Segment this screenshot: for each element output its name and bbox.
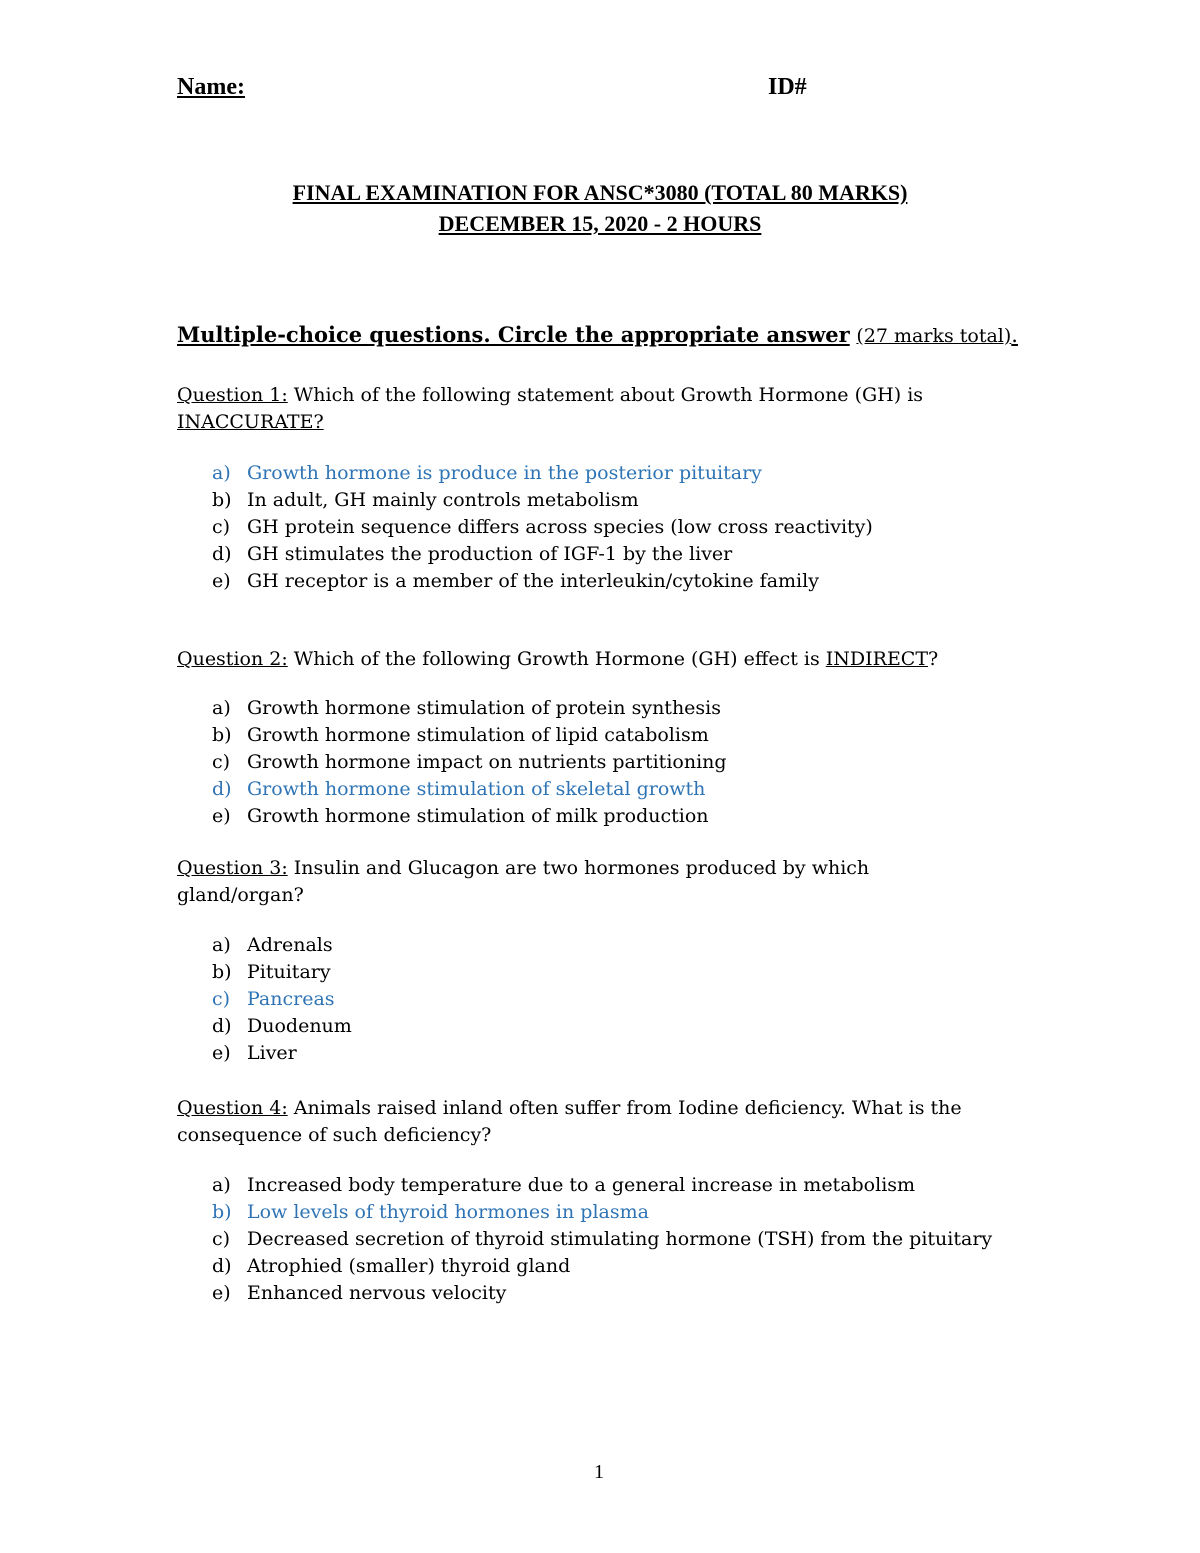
option-text: In adult, GH mainly controls metabolism <box>247 489 639 511</box>
option-letter: e) <box>212 805 231 827</box>
option-letter: c) <box>212 751 231 773</box>
question-text-end: ? <box>928 648 939 670</box>
question-label: Question 2: <box>177 648 288 670</box>
option-letter: d) <box>212 778 232 800</box>
option-letter: d) <box>212 1255 232 1277</box>
option-letter: c) <box>212 516 231 538</box>
option-letter: c) <box>212 988 231 1010</box>
answer-option[interactable] <box>0 722 1200 749</box>
answer-option[interactable] <box>0 514 1200 541</box>
option-text: Pituitary <box>247 961 331 983</box>
option-text: Growth hormone stimulation of protein synthesis <box>247 697 721 719</box>
answer-option[interactable] <box>0 460 1200 487</box>
question-3-stem-line2: gland/organ? <box>177 884 304 906</box>
option-letter: a) <box>212 934 231 956</box>
answer-option[interactable] <box>0 487 1200 514</box>
option-letter: a) <box>212 462 231 484</box>
section-heading-text: Multiple-choice questions. Circle the appropriate answer <box>177 322 850 347</box>
answer-option[interactable] <box>0 1013 1200 1040</box>
option-text: GH protein sequence differs across species (low cross reactivity) <box>247 516 873 538</box>
question-1-stem <box>177 382 923 409</box>
question-2-stem <box>177 646 938 673</box>
option-letter: a) <box>212 697 231 719</box>
option-text: GH stimulates the production of IGF-1 by the liver <box>247 543 733 565</box>
question-1-stem-line2: INACCURATE? <box>177 411 324 433</box>
option-text: Pancreas <box>247 988 335 1010</box>
option-letter: d) <box>212 543 232 565</box>
option-text: Increased body temperature due to a general increase in metabolism <box>247 1174 916 1196</box>
option-letter: e) <box>212 1282 231 1304</box>
question-text: Which of the following statement about Growth Hormone (GH) is <box>287 384 924 406</box>
option-text: Decreased secretion of thyroid stimulating hormone (TSH) from the pituitary <box>247 1228 993 1250</box>
option-text: Growth hormone stimulation of lipid catabolism <box>247 724 709 746</box>
section-marks: (27 marks total) <box>856 325 1012 347</box>
answer-option[interactable] <box>0 695 1200 722</box>
option-letter: c) <box>212 1228 231 1250</box>
answer-option[interactable] <box>0 541 1200 568</box>
question-text: Insulin and Glucagon are two hormones produced by which <box>287 857 870 879</box>
option-letter: b) <box>212 1201 232 1223</box>
answer-option[interactable] <box>0 1226 1200 1253</box>
option-letter: d) <box>212 1015 232 1037</box>
name-label: Name: <box>177 74 245 100</box>
answer-option[interactable] <box>0 1040 1200 1067</box>
answer-option[interactable] <box>0 986 1200 1013</box>
answer-option[interactable] <box>0 959 1200 986</box>
question-label: Question 1: <box>177 384 288 406</box>
option-letter: b) <box>212 724 232 746</box>
answer-option[interactable] <box>0 1172 1200 1199</box>
section-period: . <box>1011 323 1018 347</box>
option-letter: b) <box>212 489 232 511</box>
option-letter: e) <box>212 570 231 592</box>
option-text: Adrenals <box>247 934 333 956</box>
option-text: GH receptor is a member of the interleukin/cytokine family <box>247 570 819 592</box>
answer-option[interactable] <box>0 568 1200 595</box>
answer-option[interactable] <box>0 932 1200 959</box>
exam-date: DECEMBER 15, 2020 - 2 HOURS <box>438 211 762 236</box>
option-text: Liver <box>247 1042 297 1064</box>
option-text: Atrophied (smaller) thyroid gland <box>247 1255 571 1277</box>
question-4-stem <box>177 1095 962 1122</box>
question-4-stem-line2: consequence of such deficiency? <box>177 1124 492 1146</box>
answer-option[interactable] <box>0 776 1200 803</box>
id-label: ID# <box>768 74 807 100</box>
option-letter: a) <box>212 1174 231 1196</box>
answer-option[interactable] <box>0 803 1200 830</box>
answer-option[interactable] <box>0 1253 1200 1280</box>
page-number: 1 <box>594 1461 604 1483</box>
answer-option[interactable] <box>0 749 1200 776</box>
question-text: Which of the following Growth Hormone (GH) effect is <box>287 648 826 670</box>
answer-option[interactable] <box>0 1199 1200 1226</box>
option-text: Growth hormone impact on nutrients partitioning <box>247 751 727 773</box>
question-label: Question 4: <box>177 1097 288 1119</box>
question-emphasis: INDIRECT <box>825 648 929 670</box>
question-label: Question 3: <box>177 857 288 879</box>
section-heading <box>177 322 1018 347</box>
answer-option[interactable] <box>0 1280 1200 1307</box>
option-text: Growth hormone stimulation of milk production <box>247 805 709 827</box>
option-letter: e) <box>212 1042 231 1064</box>
question-text: Animals raised inland often suffer from Iodine deficiency. What is the <box>287 1097 962 1119</box>
option-text: Low levels of thyroid hormones in plasma <box>247 1201 649 1223</box>
option-text: Enhanced nervous velocity <box>247 1282 507 1304</box>
option-text: Growth hormone is produce in the posterior pituitary <box>247 462 762 484</box>
option-letter: b) <box>212 961 232 983</box>
option-text: Duodenum <box>247 1015 352 1037</box>
question-3-stem <box>177 855 869 882</box>
exam-title: FINAL EXAMINATION FOR ANSC*3080 (TOTAL 80 MARKS) <box>292 180 908 205</box>
option-text: Growth hormone stimulation of skeletal growth <box>247 778 706 800</box>
